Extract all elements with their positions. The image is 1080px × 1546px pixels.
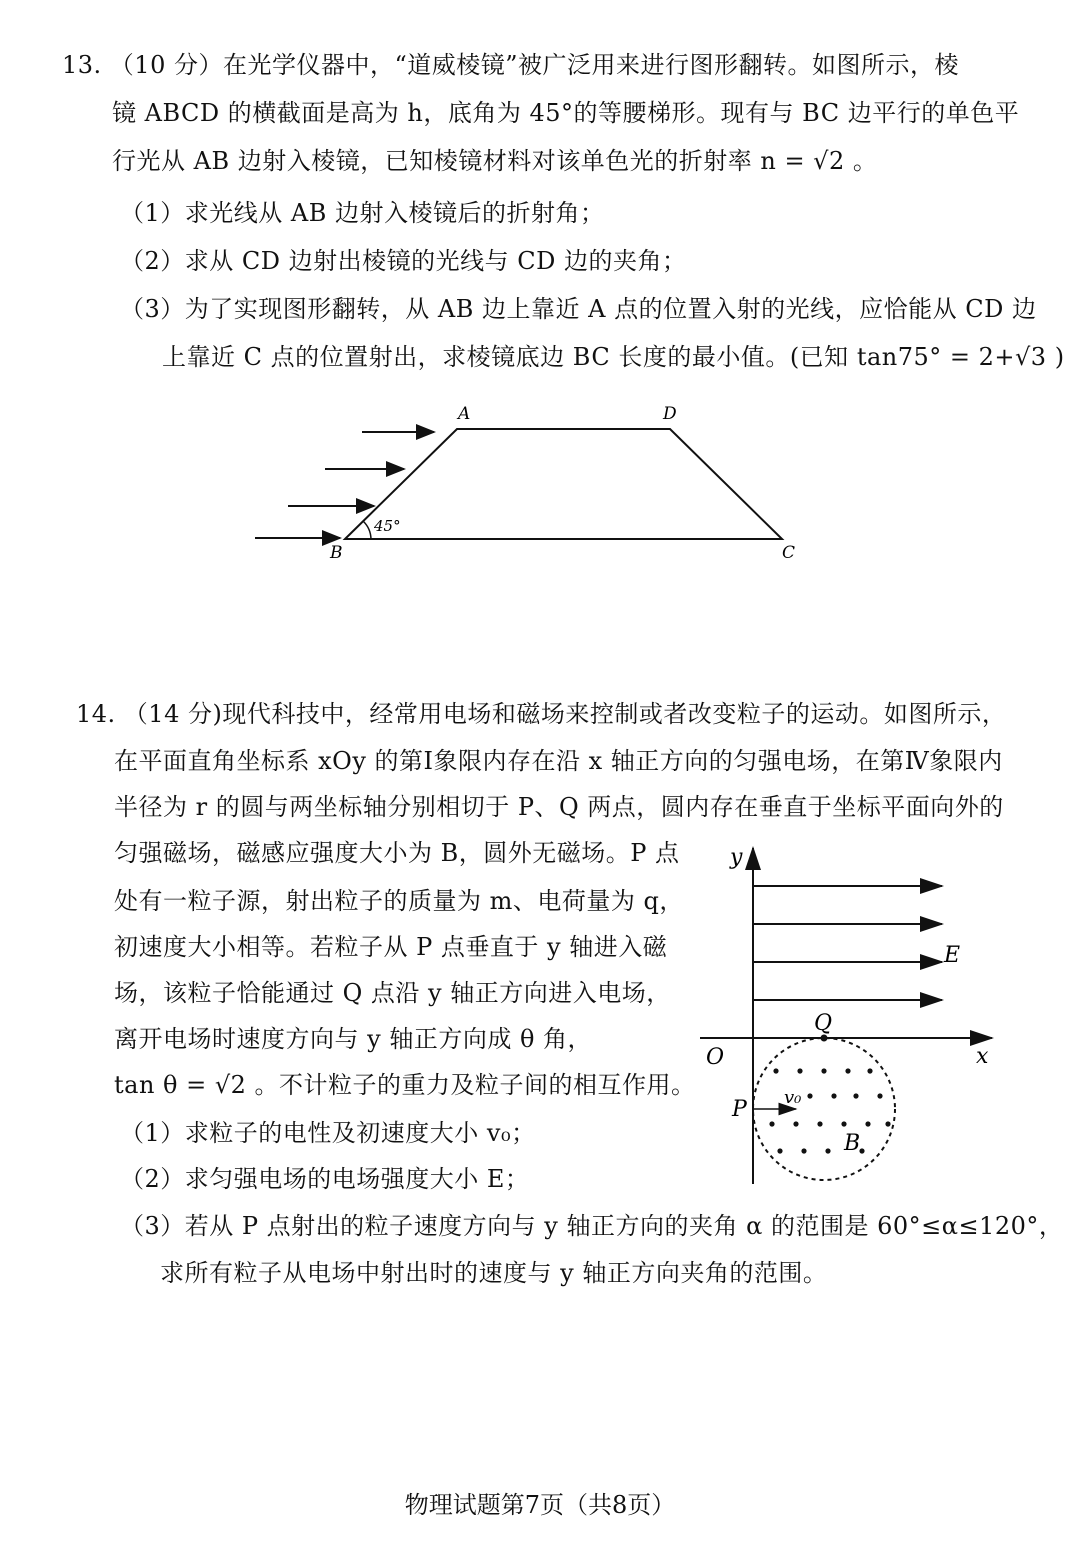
vertex-B-label: B [330,543,343,563]
angle-arc-45 [363,521,371,539]
q14-sub-3: （3）若从 P 点射出的粒子速度方向与 y 轴正方向的夹角 α 的范围是 60°≤α≤120°， [120,1212,1064,1240]
vertex-D-label: D [663,404,677,424]
B-label: B [844,1131,861,1156]
q14-line-5: 处有一粒子源，射出粒子的质量为 m、电荷量为 q， [114,887,684,915]
prism-trapezoid [345,429,782,539]
q14-line-2: 在平面直角坐标系 xOy 的第Ⅰ象限内存在沿 x 轴正方向的匀强电场，在第Ⅳ象限内 [114,747,1003,775]
angle-label-45: 45° [374,517,401,535]
v0-label: v₀ [784,1087,802,1108]
q14-sub-2: （2）求匀强电场的电场强度大小 E； [120,1165,530,1193]
q13-line-2: 镜 ABCD 的横截面是高为 h，底角为 45°的等腰梯形。现有与 BC 边平行的单色平 [112,99,1020,127]
q14-line-8: 离开电场时速度方向与 y 轴正方向成 θ 角， [114,1025,593,1053]
field-figure [690,838,1010,1190]
vertex-A-label: A [458,404,471,424]
q13-line-1: 13. （10 分）在光学仪器中，“道威棱镜”被广泛用来进行图形翻转。如图所示，棱 [62,51,960,79]
origin-label: O [706,1045,725,1070]
page-footer: 物理试题第7页（共8页） [404,1491,676,1519]
x-axis-label: x [976,1044,989,1069]
P-label: P [732,1097,747,1122]
prism-figure [250,395,810,575]
q14-line-1: 14. （14 分)现代科技中，经常用电场和磁场来控制或者改变粒子的运动。如图所示， [76,700,1007,728]
magnetic-field-dots [769,1068,890,1153]
q14-line-9: tan θ = √2 。不计粒子的重力及粒子间的相互作用。 [114,1071,696,1099]
q13-sub-3: （3）为了实现图形翻转，从 AB 边上靠近 A 点的位置入射的光线，应恰能从 CD 边 [120,295,1037,323]
q14-line-4: 匀强磁场，磁感应强度大小为 B，圆外无磁场。P 点 [114,839,680,867]
E-label: E [944,943,961,968]
Q-label: Q [814,1011,833,1036]
q13-sub-1: （1）求光线从 AB 边射入棱镜后的折射角； [120,199,605,227]
vertex-C-label: C [782,543,796,563]
q14-line-7: 场，该粒子恰能通过 Q 点沿 y 轴正方向进入电场， [114,979,671,1007]
q14-line-6: 初速度大小相等。若粒子从 P 点垂直于 y 轴进入磁 [114,933,668,961]
q14-sub-1: （1）求粒子的电性及初速度大小 v₀； [120,1119,536,1147]
q13-sub-3-cont: 上靠近 C 点的位置射出，求棱镜底边 BC 长度的最小值。(已知 tan75° = 2+√3 ) [162,343,1065,371]
q14-line-3: 半径为 r 的圆与两坐标轴分别相切于 P、Q 两点，圆内存在垂直于坐标平面向外的 [114,793,1004,821]
q13-line-3: 行光从 AB 边射入棱镜，已知棱镜材料对该单色光的折射率 n = √2 。 [112,147,878,175]
q13-sub-2: （2）求从 CD 边射出棱镜的光线与 CD 边的夹角； [120,247,687,275]
y-axis-label: y [730,845,743,870]
q14-sub-3-cont: 求所有粒子从电场中射出时的速度与 y 轴正方向夹角的范围。 [160,1259,828,1287]
